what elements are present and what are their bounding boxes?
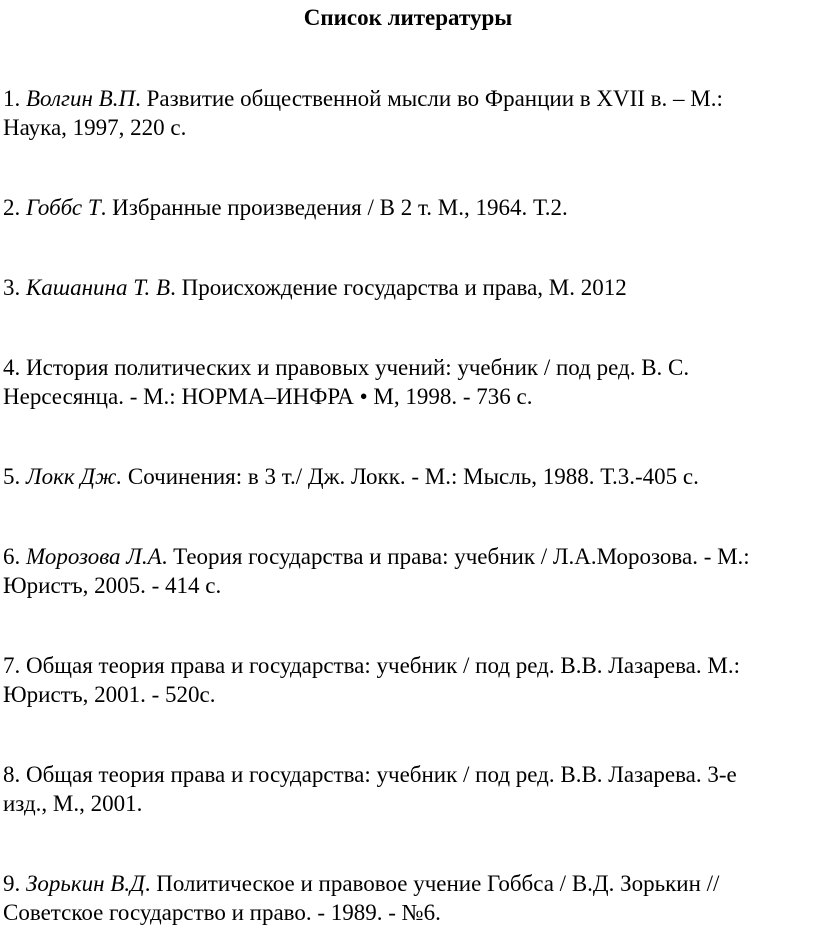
entry-number: 3. — [3, 275, 26, 300]
entry-number: 6. — [3, 544, 26, 569]
entry-text: . Развитие общественной мысли во Франции в XVII в. – М.: Наука, 1997, 220 с. — [3, 86, 723, 140]
list-item — [3, 244, 803, 302]
entry-number: 9. — [3, 871, 26, 896]
entry-number: 8. — [3, 762, 26, 787]
page-title: Список литературы — [303, 5, 513, 30]
entry-number: 4. — [3, 355, 26, 380]
list-item — [3, 731, 803, 818]
entry-number: 5. — [3, 464, 26, 489]
entry-text: Общая теория права и государства: учебник / под ред. В.В. Лазарева. 3-е изд., М., 2001. — [3, 762, 737, 816]
list-item — [3, 622, 803, 709]
entry-number: 2. — [3, 195, 26, 220]
entry-author: Гоббс Т — [26, 195, 101, 220]
entry-number: 7. — [3, 653, 26, 678]
entry-author: Кашанина Т. В — [26, 275, 171, 300]
entry-text: . Избранные произведения / В 2 т. М., 1964. Т.2. — [100, 195, 568, 220]
entry-text: Общая теория права и государства: учебник / под ред. В.В. Лазарева. М.: Юристъ, 2001. - 520с. — [3, 653, 740, 707]
entry-text: Сочинения: в 3 т./ Дж. Локк. - М.: Мысль, 1988. Т.3.-405 с. — [122, 464, 699, 489]
list-item — [3, 433, 803, 491]
entry-text: . Происхождение государства и права, М. 2012 — [170, 275, 627, 300]
entry-text: История политических и правовых учений: учебник / под ред. В. С. Нерсесянца. - М.: НОРМА–ИНФРА • М, 1998. - 736 с. — [3, 355, 690, 409]
list-item — [3, 55, 803, 142]
list-item — [3, 324, 803, 411]
entry-author: Зорькин В.Д — [26, 871, 145, 896]
entry-text: . Политическое и правовое учение Гоббса / В.Д. Зорькин // Советское государство и право. - 1989. - №6. — [3, 871, 720, 925]
bibliography-list — [3, 55, 803, 949]
entry-text: . Теория государства и права: учебник / Л.А.Морозова. - М.: Юристъ, 2005. - 414 с. — [3, 544, 750, 598]
list-item — [3, 513, 803, 600]
list-item — [3, 164, 803, 222]
list-item — [3, 840, 803, 927]
entry-author: Морозова Л.А — [26, 544, 162, 569]
entry-author: Локк Дж. — [26, 464, 123, 489]
entry-author: Волгин В.П — [26, 86, 136, 111]
entry-number: 1. — [3, 86, 26, 111]
